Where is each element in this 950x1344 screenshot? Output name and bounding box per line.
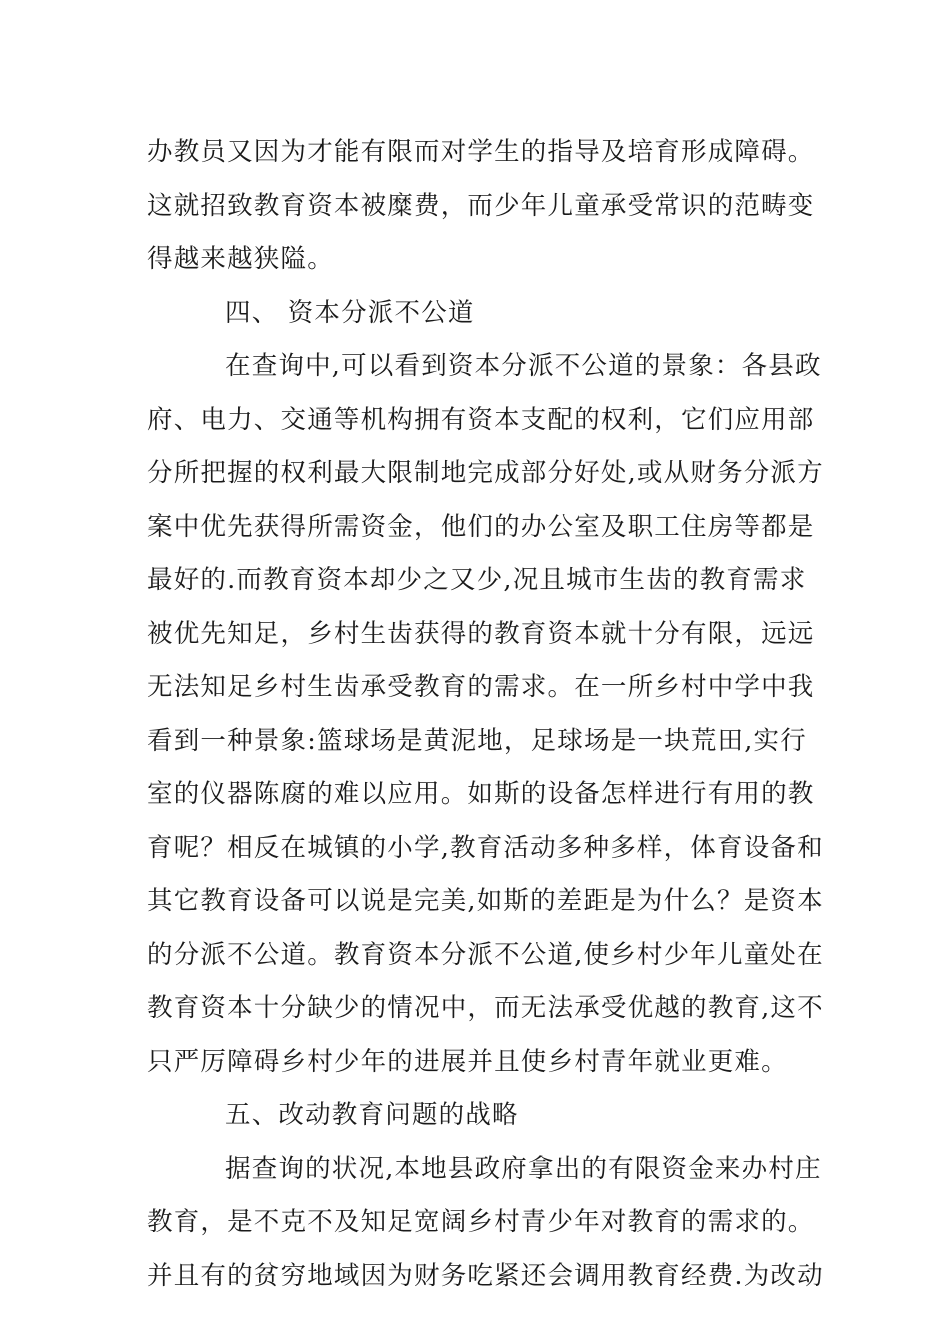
- text-line: 办教员又因为才能有限而对学生的指导及培育形成障碍。: [147, 137, 815, 167]
- text-line: 看到一种景象:篮球场是黄泥地，足球场是一块荒田,实行: [147, 725, 807, 756]
- text-line: 无法知足乡村生齿承受教育的需求。在一所乡村中学中我: [147, 672, 815, 702]
- text-line: 在查询中,可以看到资本分派不公道的景象：各县政: [225, 351, 822, 381]
- section-heading-5: 五、改动教育问题的战略: [225, 1100, 519, 1130]
- text-line: 育呢？相反在城镇的小学,教育活动多种多样，体育设备和: [147, 832, 824, 863]
- text-line: 教育资本十分缺少的情况中，而无法承受优越的教育,这不: [147, 993, 824, 1023]
- text-line: 只严厉障碍乡村少年的进展并且使乡村青年就业更难。: [147, 1046, 788, 1077]
- text-line: 这就招致教育资本被糜费，而少年儿童承受常识的范畴变: [147, 190, 815, 221]
- text-line: 的分派不公道。教育资本分派不公道,使乡村少年儿童处在: [147, 939, 824, 970]
- text-line: 其它教育设备可以说是完美,如斯的差距是为什么？是资本: [147, 886, 824, 916]
- section-heading-4: 四、 资本分派不公道: [225, 297, 475, 328]
- text-line: 府、电力、交通等机构拥有资本支配的权利，它们应用部: [147, 404, 815, 435]
- text-line: 得越来越狭隘。: [147, 244, 334, 274]
- text-line: 最好的.而教育资本却少之又少,况且城市生齿的教育需求: [147, 565, 807, 595]
- text-line: 教育，是不克不及知足宽阔乡村青少年对教育的需求的。: [147, 1207, 815, 1237]
- text-line: 分所把握的权利最大限制地完成部分好处,或从财务分派方: [147, 458, 824, 488]
- text-line: 案中优先获得所需资金，他们的办公室及职工住房等都是: [147, 511, 815, 542]
- text-line: 室的仪器陈腐的难以应用。如斯的设备怎样进行有用的教: [147, 779, 815, 809]
- document-body: [147, 126, 824, 1303]
- text-line: 并且有的贫穷地域因为财务吃紧还会调用教育经费.为改动: [147, 1260, 824, 1291]
- text-line: 据查询的状况,本地县政府拿出的有限资金来办村庄: [225, 1153, 822, 1184]
- text-line: 被优先知足，乡村生齿获得的教育资本就十分有限，远远: [147, 618, 815, 649]
